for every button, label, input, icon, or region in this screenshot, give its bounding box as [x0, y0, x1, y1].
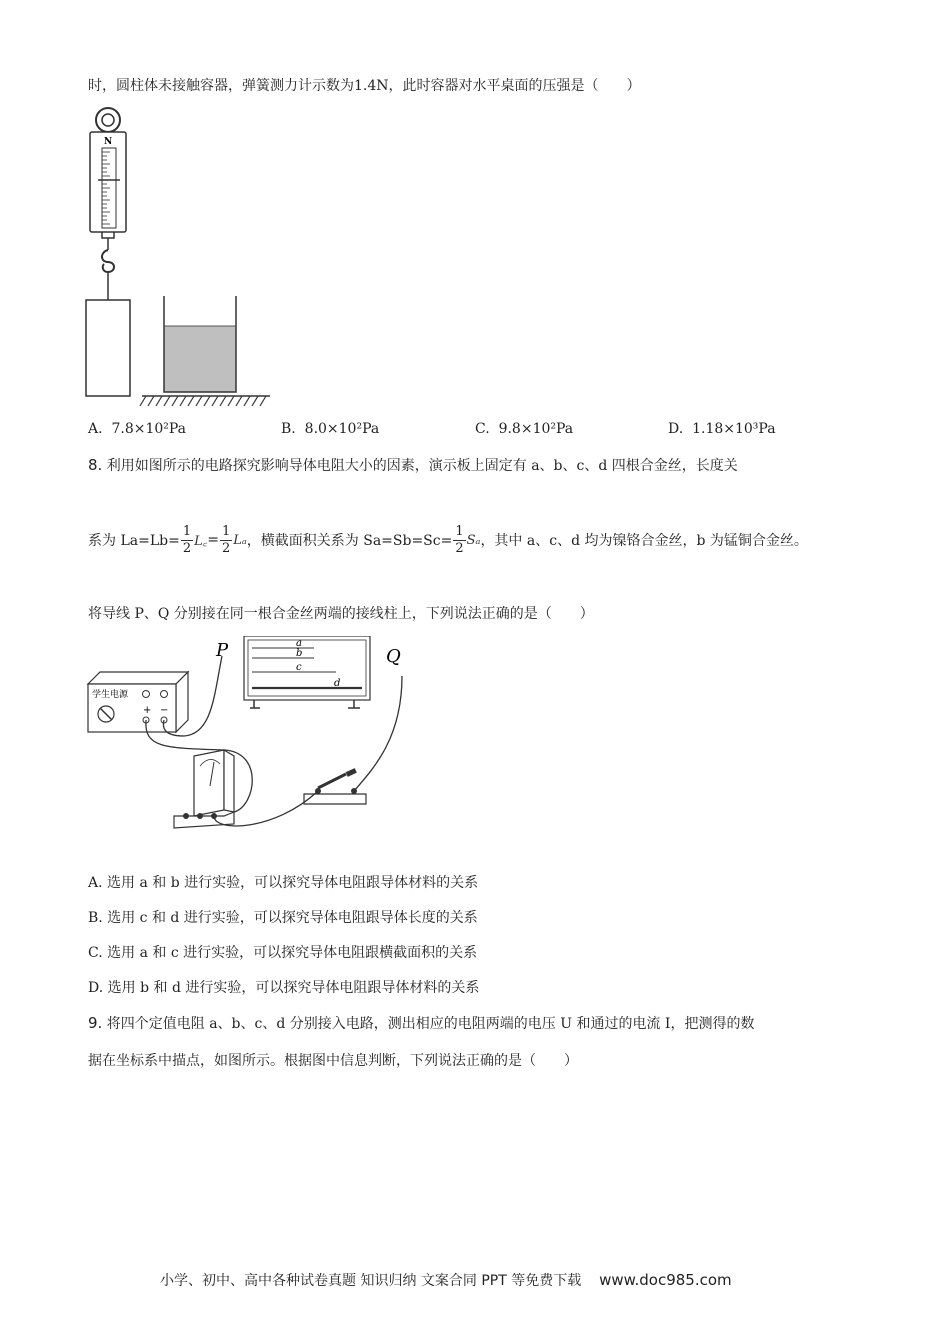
q8-area-relation: ，横截面积关系为 Sa=Sb=Sc= [246, 533, 453, 549]
q7-option-a-text: 7.8×10²Pa [111, 421, 187, 437]
label-p: P [216, 640, 229, 661]
q8-option-d-letter: D. [88, 980, 104, 996]
q9-stem-line2: 据在坐标系中描点，如图所示。根据图中信息判断，下列说法正确的是（ ） [88, 1053, 578, 1069]
q7-cylinder [86, 300, 130, 396]
wire-d-label: d [334, 678, 341, 689]
q8-option-a[interactable] [88, 873, 478, 893]
q7-stem-continuation: 时，圆柱体未接触容器，弹簧测力计示数为1.4N，此时容器对水平桌面的压强是（ ） [88, 78, 641, 94]
q7-figure-spring-scale [80, 100, 280, 410]
q7-option-d-letter: D. [668, 421, 684, 437]
power-minus-sign: − [160, 705, 169, 716]
q8-frac-half-sd: $\frac{1}{2}$ [455, 523, 464, 556]
q8-symbol-sd: Sₐ [466, 532, 481, 548]
q8-option-c-letter: C. [88, 945, 103, 961]
q7-option-d[interactable] [668, 421, 776, 437]
q8-length-relation-prefix: 系为 La=Lb= [88, 533, 180, 549]
q7-option-c-letter: C. [475, 421, 490, 437]
q8-option-c-text: 选用 a 和 c 进行实验，可以探究导体电阻跟横截面积的关系 [107, 945, 478, 961]
q8-material-note: ，其中 a、c、d 均为镍铬合金丝，b 为锰铜合金丝。 [480, 533, 808, 549]
q7-option-a-letter: A. [88, 421, 103, 437]
q8-option-d[interactable] [88, 978, 479, 998]
q9-stem-line1 [88, 1013, 754, 1034]
q8-equals: = [207, 532, 219, 548]
q8-number: 8. [88, 456, 103, 474]
alloy-wire-board [244, 636, 370, 708]
q7-option-b-text: 8.0×10²Pa [304, 421, 380, 437]
page-footer [160, 1270, 732, 1290]
wire-c-label: c [296, 662, 302, 673]
q8-circuit-figure [84, 636, 424, 846]
footer-link[interactable]: www.doc985.com [599, 1271, 732, 1289]
ammeter [174, 750, 234, 828]
q7-table-hatch [140, 396, 266, 406]
q8-option-b[interactable] [88, 908, 478, 928]
q8-option-d-text: 选用 b 和 d 进行实验，可以探究导体电阻跟导体材料的关系 [107, 980, 480, 996]
q7-container-water [164, 326, 236, 392]
q8-frac-half-lc: $\frac{1}{2}$ [182, 523, 192, 556]
power-plus-sign: + [143, 705, 152, 716]
q7-option-c[interactable] [475, 421, 573, 437]
q7-option-a[interactable] [88, 421, 186, 437]
q8-stem-line1 [88, 455, 738, 476]
q7-option-c-text: 9.8×10²Pa [498, 421, 574, 437]
q8-option-b-text: 选用 c 和 d 进行实验，可以探究导体电阻跟导体长度的关系 [107, 910, 478, 926]
wire-a-label: a [296, 638, 302, 649]
wire-b-label: b [296, 648, 303, 659]
knife-switch [304, 768, 366, 804]
q8-frac-half-ld: $\frac{1}{2}$ [221, 523, 231, 556]
q8-symbol-ld: Lₐ [233, 532, 247, 548]
q7-option-b[interactable] [281, 421, 379, 437]
q8-line1-text: 利用如图所示的电路探究影响导体电阻大小的因素，演示板上固定有 a、b、c、d 四根合金丝，长度关 [106, 458, 738, 474]
spring-scale-unit-label: N [104, 137, 113, 147]
footer-text: 小学、初中、高中各种试卷真题 知识归纳 文案合同 PPT 等免费下载 [160, 1273, 582, 1289]
q8-symbol-lc: L꜀ [194, 534, 208, 549]
q7-option-d-text: 1.18×10³Pa [692, 421, 776, 437]
power-supply-label: 学生电源 [92, 690, 129, 700]
q7-option-b-letter: B. [281, 421, 296, 437]
q9-number: 9. [88, 1014, 103, 1032]
q8-option-a-text: 选用 a 和 b 进行实验，可以探究导体电阻跟导体材料的关系 [107, 875, 479, 891]
q8-option-c[interactable] [88, 943, 477, 963]
q8-option-b-letter: B. [88, 910, 103, 926]
label-q: Q [386, 646, 401, 667]
q8-stem-line2 [88, 518, 808, 562]
q8-option-a-letter: A. [88, 875, 103, 891]
q9-line1-text: 将四个定值电阻 a、b、c、d 分别接入电路，测出相应的电阻两端的电压 U 和通过的电流 I，把测得的数 [106, 1016, 755, 1032]
q8-stem-line3: 将导线 P、Q 分别接在同一根合金丝两端的接线柱上，下列说法正确的是（ ） [88, 606, 594, 622]
power-supply [88, 672, 188, 732]
